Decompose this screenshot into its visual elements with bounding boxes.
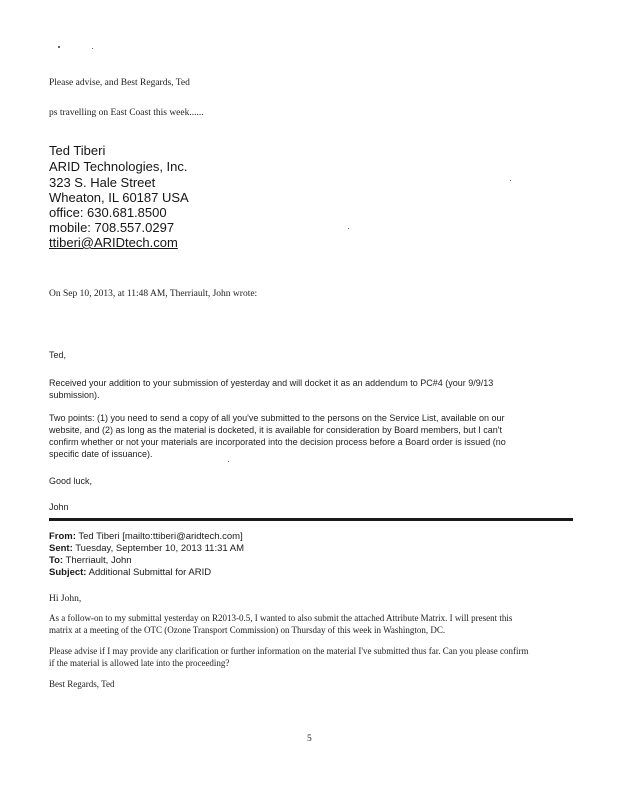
- john-greeting: Ted,: [49, 350, 67, 360]
- advise-line: Please advise, and Best Regards, Ted: [49, 78, 190, 88]
- subject-value: Additional Submittal for ARID: [88, 567, 212, 578]
- subject-row: [49, 567, 211, 578]
- signature-office-phone: office: 630.681.8500: [49, 205, 167, 220]
- to-value: Therriault, John: [65, 555, 132, 566]
- john-para2-line4: specific date of issuance).: [49, 449, 153, 459]
- sent-value: Tuesday, September 10, 2013 11:31 AM: [75, 543, 245, 554]
- travel-line: ps travelling on East Coast this week......: [49, 108, 204, 118]
- from-label: From:: [49, 531, 76, 542]
- original-closing: Best Regards, Ted: [49, 679, 115, 689]
- signature-city: Wheaton, IL 60187 USA: [49, 190, 189, 205]
- signature-name: Ted Tiberi: [49, 143, 106, 158]
- john-signoff: John: [49, 502, 69, 512]
- john-para2-line3: confirm whether or not your materials are incorporated into the decision process before a Board order is issued (no: [49, 437, 506, 447]
- quote-intro: On Sep 10, 2013, at 11:48 AM, Therriault, John wrote:: [49, 289, 258, 299]
- original-para1-line1: As a follow-on to my submittal yesterday on R2013-0.5, I wanted to also submit the attached Attribute Matrix. I will present this: [49, 613, 513, 623]
- sent-row: [49, 543, 244, 554]
- to-label: To:: [49, 555, 64, 566]
- signature-street: 323 S. Hale Street: [49, 175, 156, 190]
- original-greeting: Hi John,: [49, 594, 82, 604]
- john-closing: Good luck,: [49, 476, 93, 486]
- from-row: [49, 531, 243, 542]
- signature-email-link[interactable]: ttiberi@ARIDtech.com: [49, 235, 178, 250]
- from-value: Ted Tiberi [mailto:ttiberi@aridtech.com]: [78, 531, 243, 542]
- scan-speck: [228, 461, 229, 462]
- message-divider: [49, 518, 573, 521]
- john-para1-line2: submission).: [49, 390, 100, 400]
- scan-speck: [92, 48, 93, 49]
- page-number: 5: [307, 734, 312, 744]
- signature-mobile-phone: mobile: 708.557.0297: [49, 220, 175, 235]
- john-para1-line1: Received your addition to your submission of yesterday and will docket it as an addendum to PC#4 (your 9/9/13: [49, 378, 494, 388]
- scan-speck: [348, 228, 349, 229]
- john-para2-line1: Two points: (1) you need to send a copy of all you've submitted to the persons on the Service List, available on our: [49, 413, 505, 423]
- subject-label: Subject:: [49, 567, 87, 578]
- to-row: [49, 555, 132, 566]
- sent-label: Sent:: [49, 543, 73, 554]
- original-para2-line1: Please advise if I may provide any clarification or further information on the material I've submitted thus far. Can you please confirm: [49, 646, 529, 656]
- john-para2-line2: website, and (2) as long as the material is docketed, it is available for consideration by Board members, but I can't: [49, 425, 502, 435]
- scan-speck: [510, 180, 511, 181]
- original-para1-line2: matrix at a meeting of the OTC (Ozone Transport Commission) on Thursday of this week in Washington, DC.: [49, 625, 446, 635]
- signature-company: ARID Technologies, Inc.: [49, 159, 188, 174]
- original-para2-line2: if the material is allowed late into the proceeding?: [49, 658, 230, 668]
- scan-speck: [58, 46, 60, 48]
